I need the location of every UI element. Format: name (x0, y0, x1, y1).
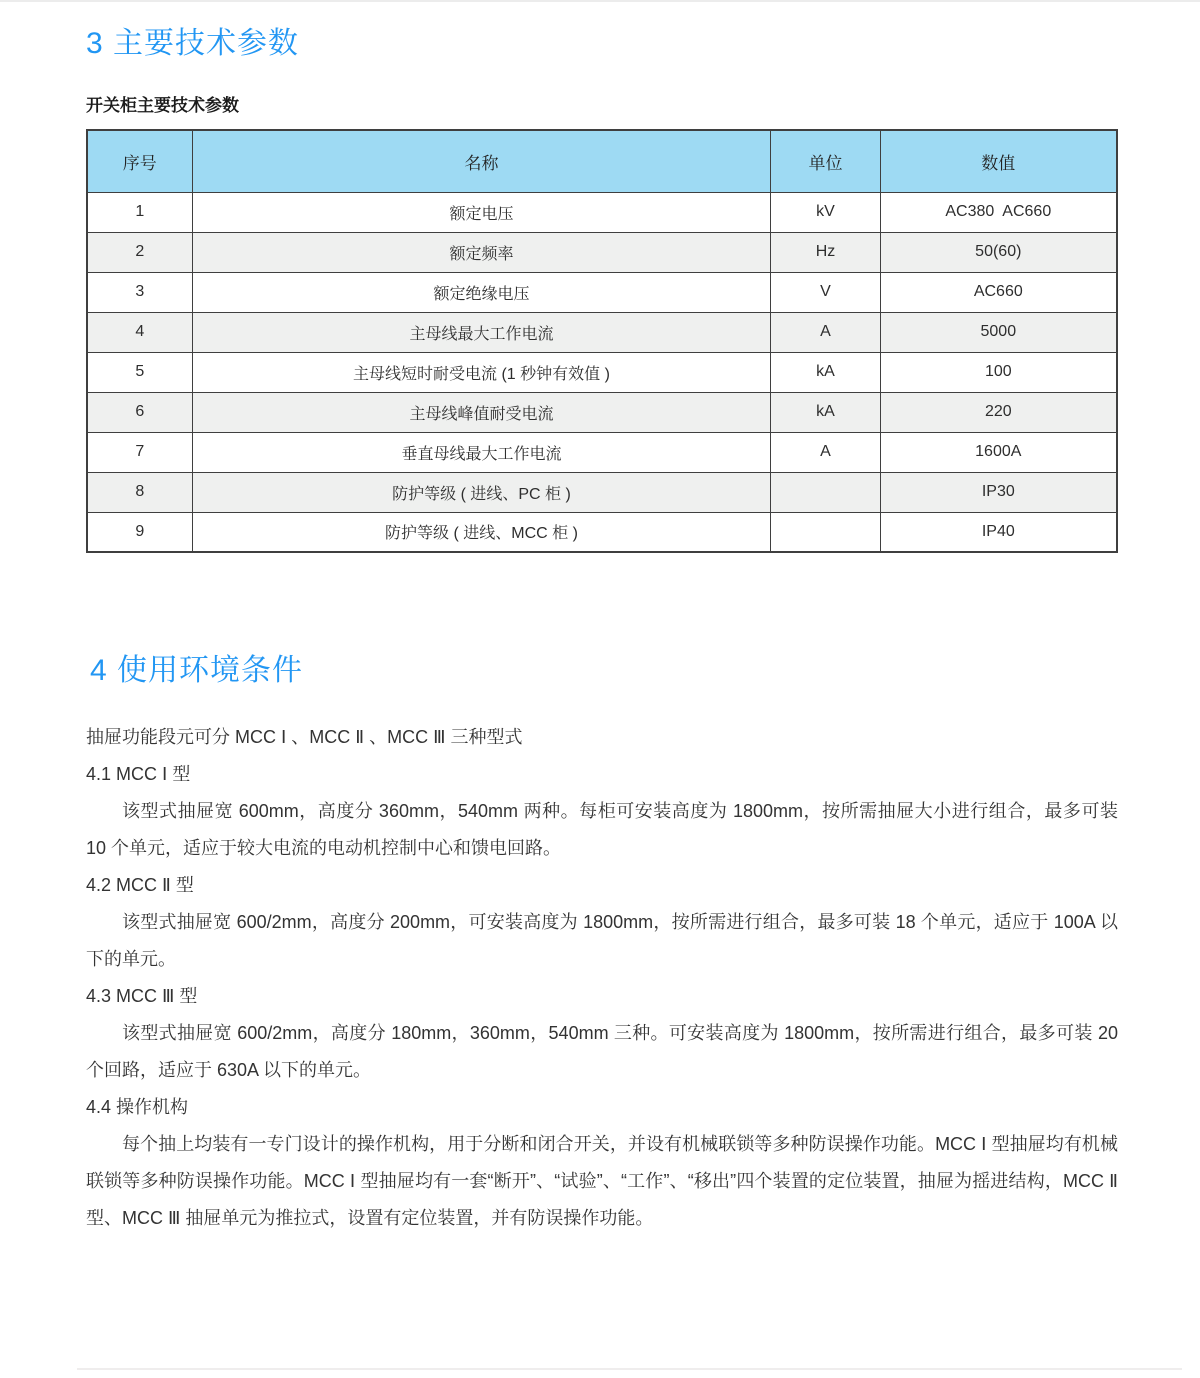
section-4-body (86, 719, 1118, 1237)
table-row (87, 312, 1117, 352)
spec-table (86, 129, 1118, 553)
cell-value: 100 (880, 352, 1117, 392)
cell-unit: A (771, 312, 880, 352)
cell-unit: V (771, 272, 880, 312)
col-header-name: 名称 (192, 130, 771, 192)
section-4-intro: 抽屉功能段元可分 MCC Ⅰ 、MCC Ⅱ 、MCC Ⅲ 三种型式 (86, 727, 523, 747)
subsection-4-4-label: 4.4 操作机构 (86, 1097, 189, 1117)
table-header-row (87, 130, 1117, 192)
col-header-value: 数值 (880, 130, 1117, 192)
cell-value: 1600A (880, 432, 1117, 472)
table-row (87, 432, 1117, 472)
table-row (87, 392, 1117, 432)
cell-name: 主母线峰值耐受电流 (192, 392, 771, 432)
cell-unit (771, 472, 880, 512)
cell-unit: kA (771, 392, 880, 432)
cell-no: 1 (87, 192, 192, 232)
cell-no: 3 (87, 272, 192, 312)
table-row (87, 352, 1117, 392)
cell-name: 额定绝缘电压 (192, 272, 771, 312)
cell-no: 4 (87, 312, 192, 352)
cell-no: 7 (87, 432, 192, 472)
table-row (87, 472, 1117, 512)
table-row (87, 272, 1117, 312)
section-3-heading: 3 主要技术参数 (86, 27, 300, 60)
cell-value: AC380 AC660 (880, 192, 1117, 232)
subsection-4-1-label: 4.1 MCC Ⅰ 型 (86, 764, 191, 784)
cell-no: 6 (87, 392, 192, 432)
table-row (87, 192, 1117, 232)
cell-unit: Hz (771, 232, 880, 272)
subsection-4-2-text: 该型式抽屉宽 600/2mm，高度分 200mm，可安装高度为 1800mm，按所需进行组合，最多可装 18 个单元，适应于 100A 以下的单元。 (86, 912, 1118, 969)
cell-no: 9 (87, 512, 192, 552)
cell-no: 8 (87, 472, 192, 512)
cell-name: 垂直母线最大工作电流 (192, 432, 771, 472)
subsection-4-1-text: 该型式抽屉宽 600mm，高度分 360mm，540mm 两种。每柜可安装高度为 1800mm，按所需抽屉大小进行组合，最多可装 10 个单元，适应于较大电流的电动机控制中心和馈电回路。 (86, 801, 1118, 858)
cell-unit: kA (771, 352, 880, 392)
cell-unit: kV (771, 192, 880, 232)
page-bottom-divider (77, 1368, 1182, 1370)
cell-name: 额定频率 (192, 232, 771, 272)
cell-no: 2 (87, 232, 192, 272)
col-header-no: 序号 (87, 130, 192, 192)
cell-value: IP40 (880, 512, 1117, 552)
cell-unit (771, 512, 880, 552)
cell-value: 5000 (880, 312, 1117, 352)
cell-name: 防护等级 ( 进线、PC 柜 ) (192, 472, 771, 512)
cell-name: 主母线短时耐受电流 (1 秒钟有效值 ) (192, 352, 771, 392)
subsection-4-3-text: 该型式抽屉宽 600/2mm，高度分 180mm，360mm，540mm 三种。可安装高度为 1800mm，按所需进行组合，最多可装 20 个回路，适应于 630A 以下的单元。 (86, 1023, 1118, 1080)
cell-name: 主母线最大工作电流 (192, 312, 771, 352)
cell-name: 额定电压 (192, 192, 771, 232)
subsection-4-3-label: 4.3 MCC Ⅲ 型 (86, 986, 198, 1006)
cell-value: AC660 (880, 272, 1117, 312)
cell-value: IP30 (880, 472, 1117, 512)
cell-value: 50(60) (880, 232, 1117, 272)
cell-no: 5 (87, 352, 192, 392)
table-row (87, 232, 1117, 272)
page-top-divider (0, 0, 1200, 2)
col-header-unit: 单位 (771, 130, 880, 192)
subsection-4-2-label: 4.2 MCC Ⅱ 型 (86, 875, 194, 895)
cell-name: 防护等级 ( 进线、MCC 柜 ) (192, 512, 771, 552)
cell-value: 220 (880, 392, 1117, 432)
section-4-heading: 4 使用环境条件 (90, 654, 304, 687)
table-row (87, 512, 1117, 552)
subsection-4-4-text: 每个抽上均装有一专门设计的操作机构，用于分断和闭合开关，并设有机械联锁等多种防误操作功能。MCC Ⅰ 型抽屉均有机械联锁等多种防误操作功能。MCC Ⅰ 型抽屉均有一套“断开”、“试验”、“工作”、“移出”四个装置的定位装置，抽屉为摇进结构，MCC Ⅱ 型、MCC Ⅲ 抽屉单元为推拉式，设置有定位装置，并有防误操作功能。 (86, 1134, 1118, 1228)
page-content (0, 26, 1200, 1237)
cell-unit: A (771, 432, 880, 472)
table-caption: 开关柜主要技术参数 (86, 96, 239, 115)
